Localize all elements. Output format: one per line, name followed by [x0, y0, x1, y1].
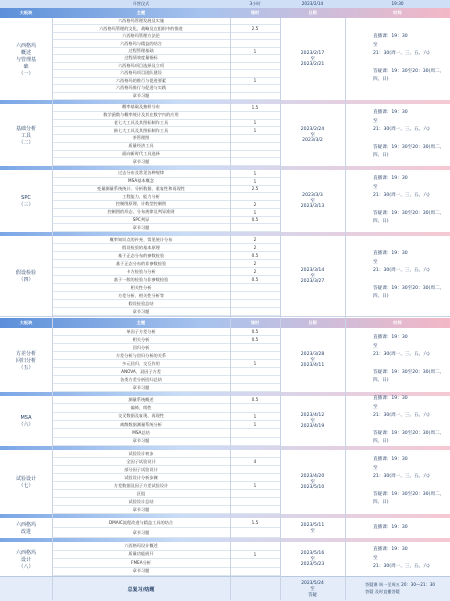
topic-list [52, 18, 230, 100]
topic-item: 测量系统概述 [52, 396, 230, 404]
date-range: 2023/3/28 至 2023/4/11 [300, 352, 325, 368]
class-times: 直播课：19：30 至 21：30(周一、三、五、六) 答疑课：19：30至20：30(周二、四、日) [373, 456, 445, 506]
topic-item: 章节习题 [52, 506, 230, 514]
topic-item: 质量经济工具 [52, 143, 230, 151]
class-times: 直播课：19：30 至 21：30(周一、三、五、六) 答疑课：19：30至20：30(周二、四、日) [373, 395, 445, 445]
module-name: 六西格玛 概述 与管理基 础 （一） [15, 42, 36, 77]
topic-item: 控制图的形态、分布规律及判异准则 [52, 209, 230, 217]
topic-item: MSA基本概念 [52, 178, 230, 186]
topic-item: 概率知识点的补充、常见统计分布 [52, 236, 230, 244]
hours-cell: 1 [230, 120, 280, 128]
topic-item: 过程绩效度量指标 [52, 55, 230, 62]
final-review-times: 答疑课 周一至周五 20：30—21：30 答疑 及时直播答疑 [365, 582, 436, 594]
hours-cell [230, 55, 280, 62]
header-module: 大板块 [19, 319, 33, 325]
hours-cell [230, 352, 280, 360]
topic-item: 章节习题 [52, 158, 230, 166]
column-divider [230, 18, 231, 600]
topic-item: 章节习题 [52, 308, 230, 316]
hours-cell: 0.5 [230, 276, 280, 284]
section-design [0, 542, 450, 577]
hours-cell: 2 [230, 236, 280, 244]
topic-list [52, 518, 230, 538]
column-divider [280, 18, 281, 600]
section-basic-tools [0, 104, 450, 167]
hours-cell [230, 158, 280, 166]
topic-item: 面向新时代工具选择 [52, 151, 230, 159]
topic-item: 部分因子试验设计 [52, 466, 230, 474]
hours-cell [230, 93, 280, 100]
topic-item: 基于正态分布的非参数检验 [52, 260, 230, 268]
hours-cell: 1 [230, 127, 280, 135]
topic-item: 多元回归、交互作用 [52, 360, 230, 368]
hours-list [230, 450, 280, 514]
section-msa [0, 396, 450, 447]
hours-cell: 2 [230, 260, 280, 268]
hours-cell [230, 542, 280, 551]
hours-list [230, 396, 280, 446]
topic-item: 六西格玛推行与促进与实践 [52, 85, 230, 92]
header-topic: 主题 [136, 319, 146, 325]
header-time: 时间 [393, 319, 402, 325]
hours-cell [230, 506, 280, 514]
hours-cell [230, 498, 280, 506]
module-name: 方差分析 回归分析 （五） [15, 350, 36, 371]
topic-item: DMAIC流程改进与精益工具的结合 [52, 518, 230, 528]
hours-cell: 1.5 [230, 104, 280, 112]
topic-item: 假设检验的基本原理 [52, 244, 230, 252]
module-name: 假设检验 （四） [15, 270, 36, 283]
topic-item: 相关性分析 [52, 284, 230, 292]
hours-cell: 0.5 [230, 217, 280, 225]
topic-item: 概率基础及抽样分布 [52, 104, 230, 112]
hours-cell: 0.5 [230, 336, 280, 344]
topic-list [52, 236, 230, 316]
hours-cell: 1 [230, 482, 280, 490]
topic-item: MSA总结 [52, 429, 230, 437]
final-review-row [0, 576, 450, 601]
topic-item: 工程能力、能力分析 [52, 193, 230, 201]
top-bar-cell-time: 19:30 [391, 0, 404, 6]
hours-list [230, 518, 280, 538]
hours-cell: 1 [230, 360, 280, 368]
topic-item: 基于一般的检验与非参数检验 [52, 276, 230, 284]
hours-cell: 1 [230, 421, 280, 429]
topic-item: 过去分布及常见各种规律 [52, 170, 230, 178]
date-range: 2023/5/16 至 2023/5/23 [300, 551, 325, 567]
hours-cell [230, 490, 280, 498]
hours-cell [230, 384, 280, 392]
topic-item: 章节习题 [52, 384, 230, 392]
column-divider [52, 18, 53, 600]
topic-item: 六西格玛项目团队建设 [52, 70, 230, 77]
final-review-dates: 2023/5/24 至 答疑 [301, 580, 324, 598]
hours-cell: 0.5 [230, 252, 280, 260]
hours-list [230, 170, 280, 232]
topic-item: 试验设计初步 [52, 450, 230, 458]
class-times: 直播课：19：30 至 21：30(周一、三、五、六) 答疑课：19：30至20：30(周二、四、日) [373, 109, 445, 159]
topic-item: SPC判异 [52, 217, 230, 225]
section-overview [0, 18, 450, 101]
date-range: 2023/5/11 至 [300, 522, 325, 534]
hours-cell [230, 18, 280, 25]
hours-cell [230, 300, 280, 308]
class-times: 直播课：19：30 至 21：30(周一、三、五、六) 答疑课：19：30至20：30(周二、四、日) [373, 334, 445, 384]
topic-item: 离散数据测量系统分析 [52, 421, 230, 429]
section-anova-regression [0, 328, 450, 393]
hours-cell [230, 568, 280, 577]
top-bar-cell-date: 2023/2/14 [301, 0, 324, 6]
header-module: 大板块 [19, 9, 33, 15]
topic-item: 方差数据及因子方差试验设计 [52, 482, 230, 490]
topic-item: 控制图原理、计数型控制图 [52, 201, 230, 209]
hours-cell: 2 [230, 268, 280, 276]
topic-item: 卡方检验与分析 [52, 268, 230, 276]
section-improvement [0, 518, 450, 539]
hours-list [230, 542, 280, 576]
top-bar-cell-topic: 开营仪式 [132, 0, 150, 6]
hours-cell [230, 284, 280, 292]
hours-cell [230, 292, 280, 300]
topic-item: 区组 [52, 490, 230, 498]
topic-item: 相关分析 [52, 336, 230, 344]
topic-item: 老七大工具及其图标制作工具 [52, 120, 230, 128]
hours-cell [230, 135, 280, 143]
topic-item: 试验设计总结 [52, 498, 230, 506]
module-name: SPC （三） [18, 194, 34, 208]
topic-list [52, 396, 230, 446]
hours-cell [230, 40, 280, 47]
hours-cell [230, 143, 280, 151]
hours-cell: 2.5 [230, 25, 280, 32]
topic-list [52, 542, 230, 576]
hours-cell [230, 528, 280, 538]
topic-item: 六西格玛的推行与促进要素 [52, 78, 230, 85]
topic-item: 单因子方差分析 [52, 328, 230, 336]
hours-cell [230, 33, 280, 40]
table-header-row [0, 8, 450, 18]
hours-cell: 1 [230, 551, 280, 560]
date-range: 2023/4/12 至 2023/4/19 [300, 413, 325, 429]
hours-cell [230, 450, 280, 458]
topic-item: 六西格玛项目选择及立项 [52, 63, 230, 70]
hours-cell: 1 [230, 170, 280, 178]
hours-cell: 1 [230, 178, 280, 186]
topic-item: 章节习题 [52, 568, 230, 577]
header-date: 日期 [308, 319, 317, 325]
hours-cell [230, 404, 280, 412]
hours-cell: 2 [230, 244, 280, 252]
section-spc [0, 170, 450, 233]
module-name: 试验设计 （七） [15, 476, 36, 489]
hours-cell: 1 [230, 78, 280, 85]
top-bar-cell-0 [0, 0, 52, 8]
class-times: 直播课：19：30 至 21：30(周一、三、五、六) 答疑课：19：30至20：30(周二、四、日) [373, 33, 445, 83]
topic-item: 茶管理图 [52, 135, 230, 143]
module-name: MSA （六） [18, 414, 34, 428]
topic-item: 新七大工具及其图标制作工具 [52, 127, 230, 135]
date-range: 2023/2/24 至 2023/3/2 [300, 127, 325, 143]
hours-cell [230, 85, 280, 92]
hours-cell [230, 376, 280, 384]
hours-cell [230, 438, 280, 446]
header-date: 日期 [308, 9, 317, 15]
final-review-label: 总复习/结题 [127, 586, 155, 593]
topic-list [52, 450, 230, 514]
topic-item: FMEA分析 [52, 559, 230, 568]
hours-cell [230, 368, 280, 376]
table-header-row-2 [0, 318, 450, 328]
top-bar-cell-hours: 3小时 [249, 0, 261, 6]
hours-cell [230, 193, 280, 201]
date-range: 2023/3/3 至 2023/3/13 [300, 193, 325, 209]
hours-list [230, 18, 280, 100]
topic-item: 偏倚、线性 [52, 404, 230, 412]
topic-item: 六西格玛管理的文化、战略及在组织中的推进 [52, 25, 230, 32]
topic-item: 基于正态分布的参数检验 [52, 252, 230, 260]
topic-item: 章节习题 [52, 93, 230, 100]
topic-item: 章节习题 [52, 528, 230, 538]
hours-cell [230, 466, 280, 474]
hours-cell [230, 474, 280, 482]
hours-cell [230, 151, 280, 159]
header-hours: 课时 [250, 9, 260, 15]
topic-item: 六西格玛管理方法论 [52, 33, 230, 40]
topic-item: 质量功能展开 [52, 551, 230, 560]
hours-cell: 4 [230, 458, 280, 466]
hours-list [230, 328, 280, 392]
hours-cell: 2.5 [230, 186, 280, 194]
topic-item: 试验设计分析步骤 [52, 474, 230, 482]
topic-list [52, 328, 230, 392]
class-times: 直播课：19：30 至 21：30(周一、三、五、六) [373, 546, 430, 570]
hours-cell: 2 [230, 201, 280, 209]
topic-item: 方差分析、相关性分析等 [52, 292, 230, 300]
hours-cell [230, 308, 280, 316]
topic-item: ANOVA、双因子方差 [52, 368, 230, 376]
hours-cell [230, 70, 280, 77]
header-topic: 主题 [136, 9, 146, 15]
date-range: 2023/2/17 至 2023/2/21 [300, 51, 325, 67]
topic-item: 数学函数与概率统计及其在数字内的应用 [52, 112, 230, 120]
topic-item: 六西格玛管理发展及实施 [52, 18, 230, 25]
class-times: 直播课：19：30 [373, 524, 408, 530]
hours-cell [230, 224, 280, 232]
section-hypothesis-test [0, 236, 450, 317]
module-name: 六西格玛 设计 （八） [15, 549, 36, 570]
topic-item: 过程管理基础 [52, 48, 230, 55]
module-name: 基础分析 工具 （二） [15, 125, 36, 146]
hours-cell: 0.5 [230, 396, 280, 404]
hours-cell [230, 344, 280, 352]
topic-item: 全因子试验设计 [52, 458, 230, 466]
hours-cell: 1 [230, 413, 280, 421]
class-times: 直播课：19：30 至 21：30(周一、三、五、六) 答疑课：19：30至20：30(周二、四、日) [373, 175, 445, 225]
hours-cell: 1 [230, 48, 280, 55]
section-doe [0, 450, 450, 515]
date-range: 2023/4/20 至 2023/5/10 [300, 474, 325, 490]
topic-item: 假设检验总结 [52, 300, 230, 308]
date-range: 2023/3/14 至 2023/3/27 [300, 268, 325, 284]
hours-cell: 1 [230, 209, 280, 217]
hours-cell: 0.5 [230, 328, 280, 336]
topic-item: 回归分析 [52, 344, 230, 352]
module-name: 六西格玛 改进 [15, 522, 36, 535]
column-divider [345, 18, 346, 600]
hours-cell [230, 559, 280, 568]
hours-cell: 1.5 [230, 518, 280, 528]
topic-item: 交叉数据及复现、再现性 [52, 413, 230, 421]
hours-cell [230, 429, 280, 437]
hours-list [230, 104, 280, 166]
topic-item: 六西格玛设计概述 [52, 542, 230, 551]
header-hours: 课时 [250, 319, 260, 325]
class-times: 直播课：19：30 至 21：30(周一、三、五、六) 答疑课：19：30至20：30(周二、四、日) [373, 250, 445, 300]
topic-item: 各类方差分析回归总结 [52, 376, 230, 384]
hours-cell [230, 63, 280, 70]
topic-item: 六西格玛与精益的结合 [52, 40, 230, 47]
topic-item: 变量测量系统统计、分析数据、重复性和再现性 [52, 186, 230, 194]
topic-item: 方差分析与回归分析的关系 [52, 352, 230, 360]
hours-list [230, 236, 280, 316]
header-time: 时间 [393, 9, 402, 15]
topic-item: 章节习题 [52, 224, 230, 232]
topic-list [52, 104, 230, 166]
hours-cell [230, 112, 280, 120]
topic-list [52, 170, 230, 232]
topic-item: 章节习题 [52, 438, 230, 446]
